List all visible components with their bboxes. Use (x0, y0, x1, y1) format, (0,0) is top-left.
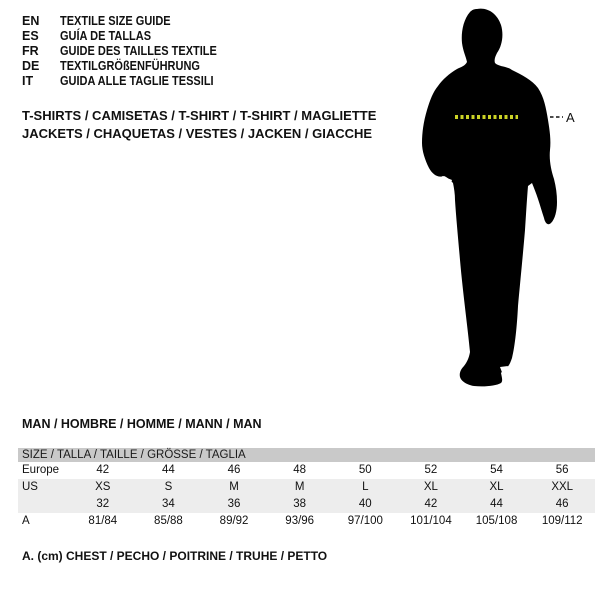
size-cell: XL (489, 481, 504, 493)
size-cell: 97/100 (347, 515, 383, 527)
size-cell: 54 (490, 464, 503, 476)
language-code: IT (22, 74, 34, 88)
language-row-de (22, 59, 238, 74)
size-table-header-label: SIZE / TALLA / TAILLE / GRÖSSE / TAGLIA (22, 449, 246, 461)
size-cell: 109/112 (541, 515, 583, 527)
size-cell: M (229, 481, 239, 493)
size-cell: 85/88 (154, 515, 183, 527)
size-cell: 38 (293, 498, 307, 510)
language-row-en (22, 14, 238, 29)
category-list (22, 107, 376, 143)
size-cell: 42 (96, 464, 110, 476)
language-row-it (22, 74, 238, 89)
category-line-tshirts: T-SHIRTS / CAMISETAS / T-SHIRT / T-SHIRT / MAGLIETTE (22, 108, 377, 123)
language-code: DE (22, 59, 40, 73)
table-row-chest-a (18, 513, 595, 530)
size-table (18, 448, 595, 530)
language-code: ES (22, 29, 39, 43)
man-figure (400, 0, 600, 420)
language-title: TEXTILE SIZE GUIDE (60, 14, 171, 28)
language-list (22, 14, 238, 89)
language-title: GUÍA DE TALLAS (60, 29, 152, 43)
size-cell: 93/96 (285, 515, 315, 527)
size-cell: 40 (358, 498, 372, 510)
row-label: US (22, 481, 38, 493)
size-cell: 89/92 (219, 515, 249, 527)
size-table-header (18, 448, 595, 462)
size-cell: XXL (551, 481, 574, 493)
section-title-man: MAN / HOMBRE / HOMME / MANN / MAN (22, 417, 262, 431)
size-cell: 81/84 (88, 515, 118, 527)
language-row-fr (22, 44, 238, 59)
table-row-europe (18, 462, 595, 479)
measurement-footnote: A. (cm) CHEST / PECHO / POITRINE / TRUHE / PETTO (22, 549, 328, 563)
language-row-es (22, 29, 238, 44)
measure-label-a: A (566, 110, 575, 125)
row-label (18, 496, 70, 513)
size-cell: M (294, 481, 305, 493)
size-cell: 34 (162, 498, 175, 510)
size-cell: XS (95, 481, 111, 493)
man-silhouette (422, 9, 557, 387)
size-cell: 105/108 (475, 515, 518, 527)
size-cell: XL (423, 481, 438, 493)
size-cell: 36 (227, 498, 241, 510)
size-cell: 46 (555, 498, 569, 510)
language-title: GUIDE DES TAILLES TEXTILE (60, 44, 217, 58)
size-cell: 50 (358, 464, 372, 476)
size-cell: 56 (555, 464, 569, 476)
size-cell: 48 (293, 464, 307, 476)
size-cell: 44 (162, 464, 175, 476)
size-cell: 42 (424, 498, 438, 510)
row-label: A (22, 515, 30, 527)
category-line-jackets: JACKETS / CHAQUETAS / VESTES / JACKEN / GIACCHE (22, 126, 373, 141)
size-cell: 44 (490, 498, 503, 510)
size-cell: L (362, 481, 369, 493)
size-cell: 101/104 (410, 515, 452, 527)
language-title: TEXTILGRÖßENFÜHRUNG (60, 59, 200, 73)
language-code: EN (22, 14, 40, 28)
language-code: FR (22, 44, 39, 58)
table-row-us (18, 479, 595, 496)
language-title: GUIDA ALLE TAGLIE TESSILI (60, 74, 214, 88)
table-row-unlabeled (18, 496, 595, 513)
row-label: Europe (22, 464, 60, 476)
man-silhouette-svg (400, 0, 600, 420)
size-cell: 32 (96, 498, 110, 510)
size-cell: S (164, 481, 173, 493)
size-cell: 52 (424, 464, 438, 476)
size-cell: 46 (227, 464, 241, 476)
